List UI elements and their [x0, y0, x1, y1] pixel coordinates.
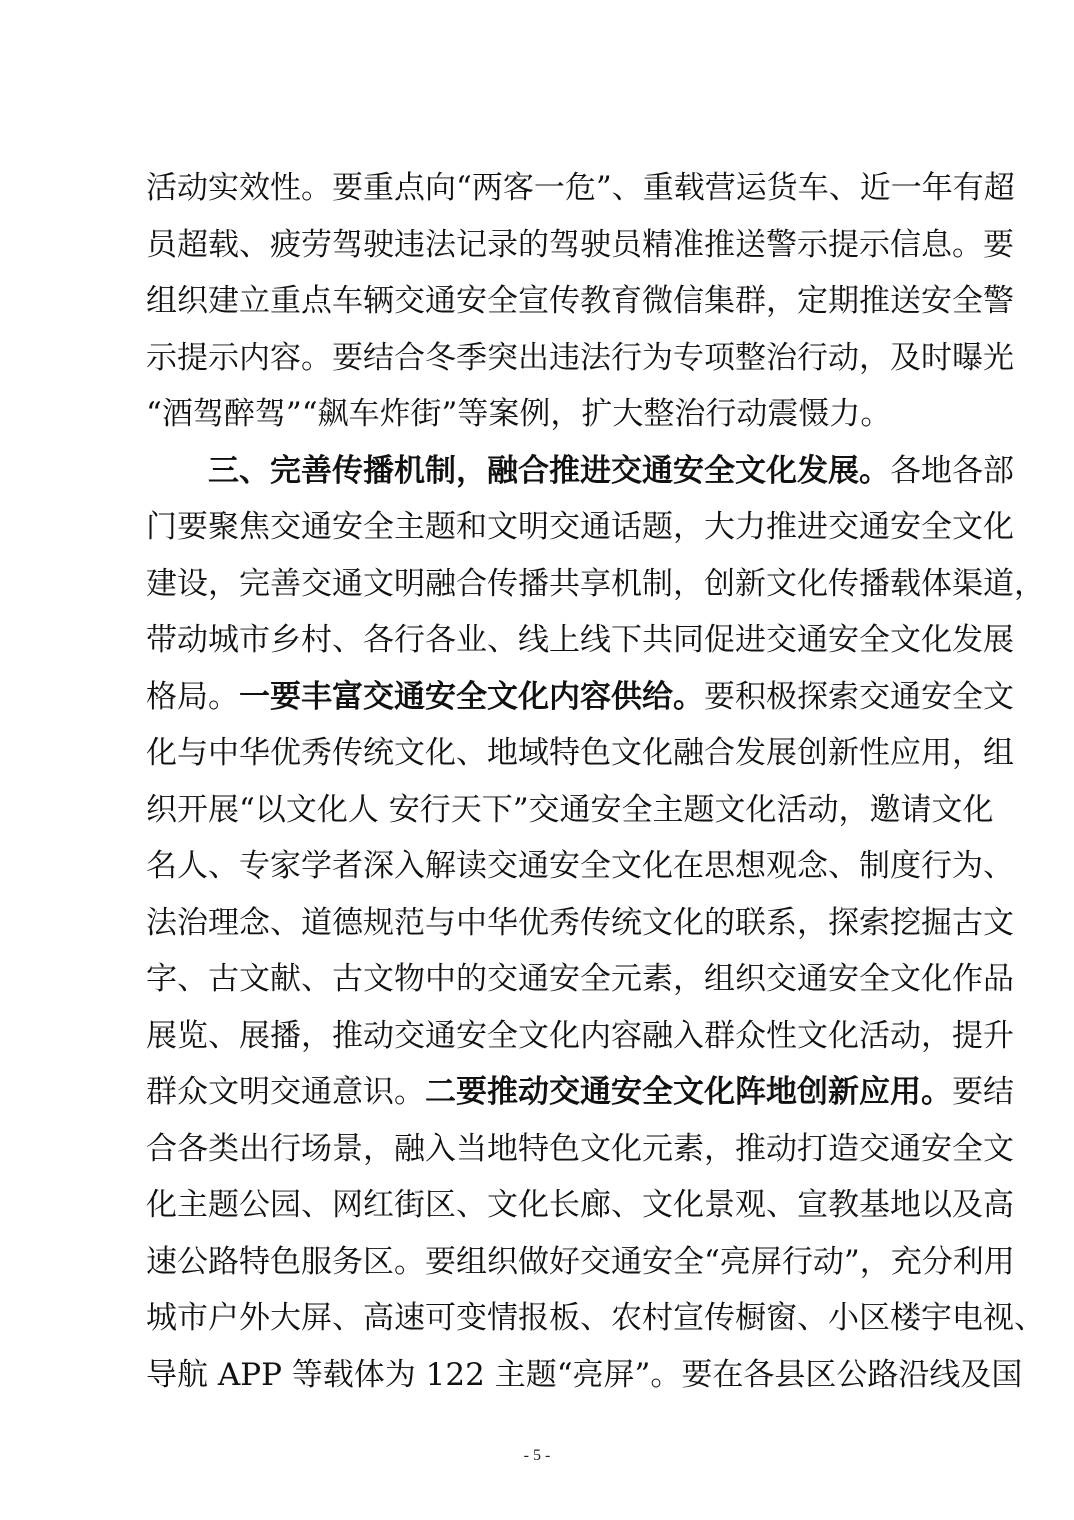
paragraph-line: 展览、展播，推动交通安全文化内容融入群众性文化活动，提升	[146, 1017, 1014, 1054]
paragraph-line: “酒驾醉驾”“飙车炸街”等案例，扩大整治行动震慑力。	[146, 396, 892, 432]
paragraph-line: 门要聚焦交通安全主题和文明交通话题，大力推进交通安全文化	[146, 509, 1014, 545]
paragraph-text: 要积极探索交通安全文	[704, 678, 1014, 715]
paragraph-line: 活动实效性。要重点向“两客一危”、重载营运货车、近一年有超	[146, 170, 1015, 206]
body-text	[146, 160, 1045, 1403]
paragraph-line: 建设，完善交通文明融合传播共享机制，创新文化传播载体渠道，	[146, 565, 1045, 602]
paragraph-text: 各地各部	[890, 452, 1014, 489]
paragraph-line: 组织建立重点车辆交通安全宣传教育微信集群，定期推送安全警	[146, 283, 1014, 319]
paragraph-line	[146, 669, 1014, 726]
paragraph-line: 法治理念、道德规范与中华优秀传统文化的联系，探索挖掘古文	[146, 904, 1014, 941]
paragraph-text: 群众文明交通意识。	[146, 1074, 425, 1110]
paragraph-text: 格局。	[146, 678, 239, 715]
paragraph-text: 要结	[952, 1074, 1014, 1110]
paragraph-line: 字、古文献、古文物中的交通安全元素，组织交通安全文化作品	[146, 961, 1014, 997]
paragraph-line: 带动城市乡村、各行各业、线上线下共同促进交通安全文化发展	[146, 622, 1014, 658]
paragraph-line: 导航 APP 等载体为 122 主题“亮屏”。要在各县区公路沿线及国	[146, 1356, 1023, 1393]
paragraph-line: 城市户外大屏、高速可变情报板、农村宣传橱窗、小区楼宇电视、	[146, 1300, 1045, 1336]
paragraph-line: 化主题公园、网红街区、文化长廊、文化景观、宣教基地以及高	[146, 1187, 1014, 1223]
paragraph-line: 名人、专家学者深入解读交通安全文化在思想观念、制度行为、	[146, 848, 1014, 884]
paragraph-line: 化与中华优秀传统文化、地域特色文化融合发展创新性应用，组	[146, 735, 1014, 771]
subheading-1: 一要丰富交通安全文化内容供给。	[239, 678, 704, 715]
paragraph-line: 织开展“以文化人 安行天下”交通安全主题文化活动，邀请文化	[146, 791, 994, 828]
paragraph-line: 合各类出行场景，融入当地特色文化元素，推动打造交通安全文	[146, 1130, 1014, 1167]
paragraph-line	[146, 1064, 1014, 1121]
section-heading-line	[146, 443, 1014, 500]
paragraph-line: 示提示内容。要结合冬季突出违法行为专项整治行动，及时曝光	[146, 339, 1014, 376]
subheading-2: 二要推动交通安全文化阵地创新应用。	[425, 1074, 952, 1110]
paragraph-line: 员超载、疲劳驾驶违法记录的驾驶员精准推送警示提示信息。要	[146, 226, 1014, 263]
paragraph-line: 速公路特色服务区。要组织做好交通安全“亮屏行动”，充分利用	[146, 1243, 1015, 1280]
page-number: - 5 -	[523, 1447, 551, 1464]
section-3-heading: 三、完善传播机制，融合推进交通安全文化发展。	[208, 452, 890, 489]
